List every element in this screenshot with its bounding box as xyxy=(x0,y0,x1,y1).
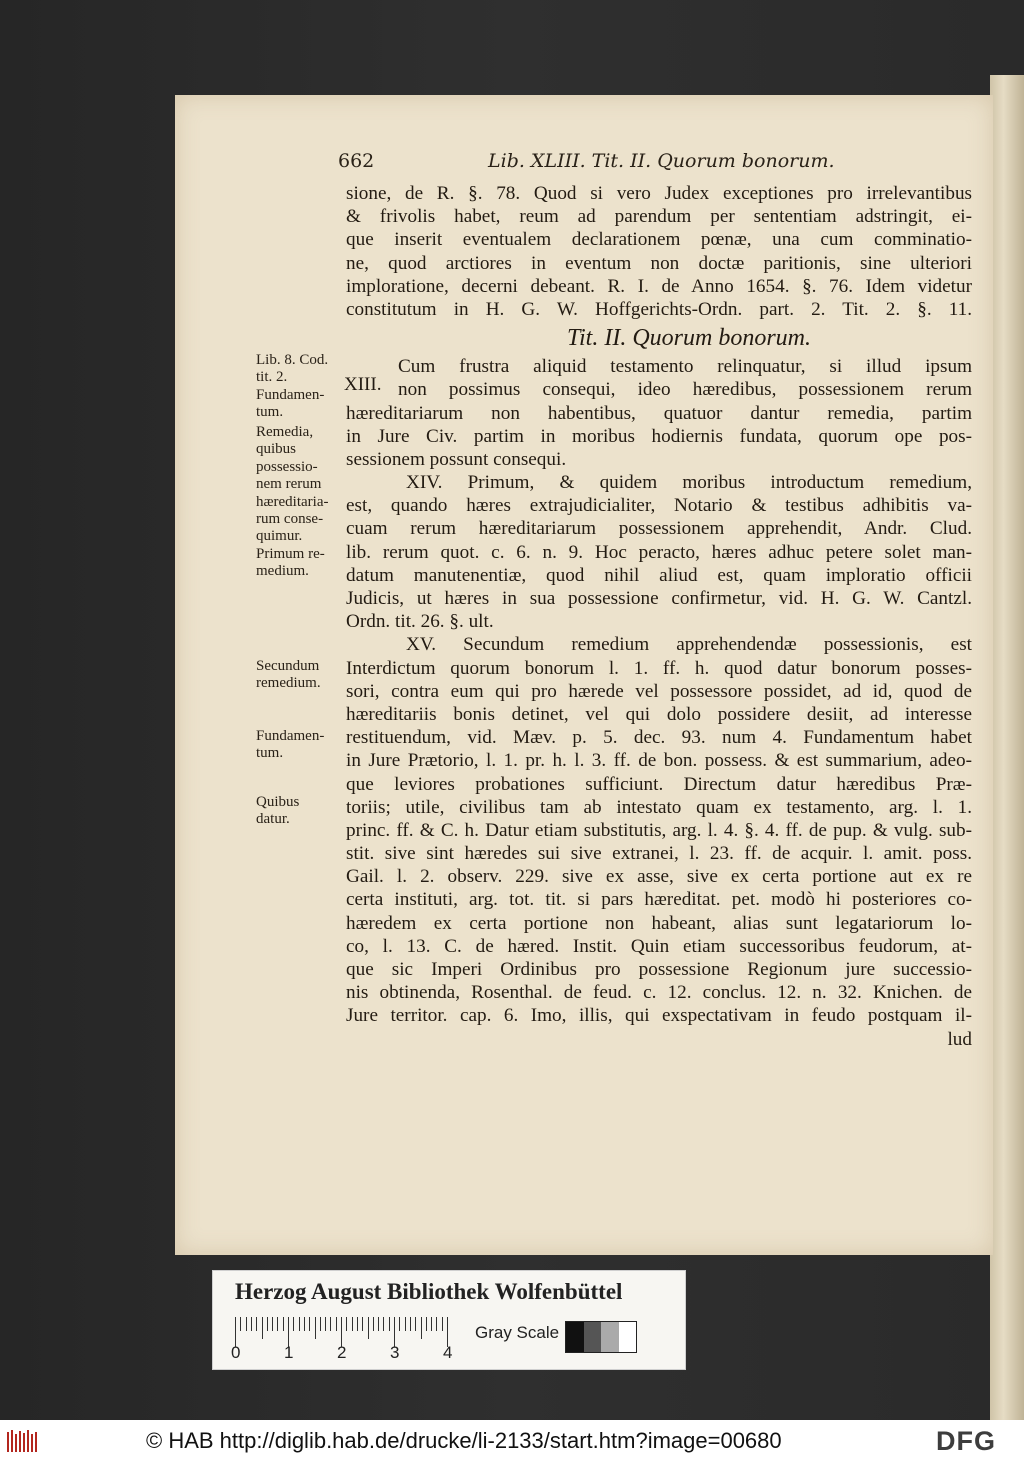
scale-tick xyxy=(267,1317,268,1331)
margin-line: medium. xyxy=(256,563,309,580)
margin-line: quibus xyxy=(256,441,297,458)
margin-note-fundamentum xyxy=(256,728,346,763)
scale-tick xyxy=(373,1317,374,1331)
scale-tick xyxy=(346,1317,347,1331)
scale-tick xyxy=(368,1317,369,1339)
scale-tick xyxy=(389,1317,390,1331)
text-line: sione, de R. §. 78. Quod si vero Judex exceptiones pro irrelevantibus xyxy=(346,183,972,204)
gray-scale-swatches xyxy=(565,1321,637,1353)
text-line: Interdictum quorum bonorum l. 1. ff. h. quod datur bonorum posses- xyxy=(346,657,972,679)
hab-logo-icon xyxy=(6,1428,40,1454)
scale-tick xyxy=(320,1317,321,1331)
text-line: que inserit eventualem declarationem pœnæ, una cum comminatio- xyxy=(346,229,972,251)
margin-line: Lib. 8. Cod. xyxy=(256,352,329,368)
text-line: imploratione, decerni debeant. R. I. de Anno 1654. §. 76. Idem videtur xyxy=(346,275,972,297)
text-line: XIV. Primum, & quidem moribus introductum remedium, xyxy=(406,472,972,494)
margin-line: Fundamen- xyxy=(256,728,325,744)
scale-tick xyxy=(352,1317,353,1331)
scale-tick xyxy=(378,1317,379,1331)
margin-line: hæreditaria- xyxy=(256,493,329,510)
dfg-logo: DFG xyxy=(936,1426,996,1456)
text-line: XV. Secundum remedium apprehendendæ possessionis, est xyxy=(406,634,972,656)
catchword: lud xyxy=(947,1028,972,1050)
text-line: Ordn. tit. 26. §. ult. xyxy=(346,611,494,633)
running-title: Lib. XLIII. Tit. II. Quorum bonorum. xyxy=(488,150,835,172)
text-line: co, l. 13. C. de hæred. Instit. Quin etiam successoribus feudorum, at- xyxy=(346,935,972,957)
scale-tick xyxy=(442,1317,443,1331)
text-line: constitutum in H. G. W. Hoffgerichts-Ordn. part. 2. Tit. 2. §. 11. xyxy=(346,298,972,320)
text-line: restituendum, vid. Mæv. p. 5. dec. 93. num 4. Fundamentum habet xyxy=(346,727,972,749)
scale-number: 2 xyxy=(337,1343,347,1362)
scale-tick xyxy=(421,1317,422,1339)
swatch-light-gray xyxy=(601,1322,619,1352)
page-number: 662 xyxy=(338,150,375,172)
scale-tick xyxy=(405,1317,406,1331)
text-line: sessionem possunt consequi. xyxy=(346,448,567,470)
scale-tick xyxy=(357,1317,358,1331)
text-line: Cum frustra aliquid testamento relinquatur, si illud ipsum xyxy=(398,356,972,378)
scale-tick xyxy=(272,1317,273,1331)
text-line: hæreditariarum non habentibus, quatuor dantur remedia, partim xyxy=(346,402,972,424)
text-line: sori, contra eum qui pro hærede vel possessore possidet, ad id, quod de xyxy=(346,680,972,702)
margin-line: possessio- xyxy=(256,458,318,475)
scale-tick xyxy=(362,1317,363,1331)
scale-tick xyxy=(304,1317,305,1331)
scale-tick xyxy=(315,1317,316,1339)
margin-line: Fundamen- xyxy=(256,386,325,403)
text-line: hæreditariis bonis detinet, vel qui dolo possidere desiit, ad interesse xyxy=(346,703,972,725)
margin-line: Quibus xyxy=(256,794,300,810)
section-heading: Tit. II. Quorum bonorum. xyxy=(566,325,812,352)
scale-number: 0 xyxy=(231,1343,241,1362)
margin-note-remedia xyxy=(256,424,346,581)
margin-line: nem rerum xyxy=(256,476,322,493)
scale-tick xyxy=(246,1317,247,1331)
text-line: Jure territor. cap. 6. Imo, illis, qui exspectativam in feudo postquam il- xyxy=(346,1005,972,1027)
scale-tick xyxy=(277,1317,278,1331)
margin-line: Primum re- xyxy=(256,545,325,562)
swatch-white xyxy=(619,1322,637,1352)
text-line: que sic Imperi Ordinibus pro possessione Regionum jure successio- xyxy=(346,959,972,980)
text-line: est, quando hæres extrajudicialiter, Notario & testibus adhibitis va- xyxy=(346,495,972,517)
scale-tick xyxy=(325,1317,326,1331)
swatch-black xyxy=(566,1322,584,1352)
section-marker-xiii: XIII. xyxy=(344,374,382,395)
scale-number: 1 xyxy=(284,1343,294,1362)
text-line: Judicis, ut hæres in sua possessione confirmetur, vid. H. G. W. Cantzl. xyxy=(346,588,972,609)
body-text xyxy=(346,182,972,1051)
text-line: ne, quod arctiores in eventum non doctæ paritionis, sine ulteriori xyxy=(346,252,972,274)
margin-note-quibus xyxy=(256,794,346,829)
scale-tick xyxy=(240,1317,241,1331)
scale-tick xyxy=(309,1317,310,1331)
scale-tick xyxy=(330,1317,331,1331)
facing-page-edge xyxy=(990,75,1024,1420)
scale-tick xyxy=(251,1317,252,1331)
scale-tick xyxy=(293,1317,294,1331)
margin-line: rum conse- xyxy=(256,511,324,528)
copyright-url[interactable]: © HAB http://diglib.hab.de/drucke/li-2133/start.htm?image=00680 xyxy=(146,1428,782,1453)
scale-tick xyxy=(336,1317,337,1331)
scale-tick xyxy=(415,1317,416,1331)
scale-numbers xyxy=(231,1343,471,1363)
text-line: in Jure Prætorio, l. 1. pr. h. l. 3. ff. de bon. possess. & est summarium, adeo- xyxy=(346,750,972,772)
text-line: que leviores probationes sufficiunt. Directum datur hæredibus Præ- xyxy=(346,773,972,795)
swatch-dark-gray xyxy=(584,1322,602,1352)
library-color-chart xyxy=(212,1270,686,1370)
text-line: datum manutenentiæ, quod nihil aliud est, quam imploratio officii xyxy=(346,564,972,586)
text-line: princ. ff. & C. h. Datur etiam substitutis, arg. l. 4. §. 4. ff. de pup. & vulg. sub- xyxy=(346,819,972,841)
scale-tick xyxy=(383,1317,384,1331)
scale-tick xyxy=(299,1317,300,1331)
text-line: nis obtinenda, Rosenthal. de feud. c. 12. conclus. 12. n. 32. Knichen. de xyxy=(346,982,972,1004)
scale-number: 4 xyxy=(443,1343,453,1362)
margin-line: tum. xyxy=(256,745,284,762)
scale-number: 3 xyxy=(390,1343,400,1362)
text-line: hæredem ex certa portione non habeant, alias sunt legatariorum lo- xyxy=(346,912,972,934)
margin-line: datur. xyxy=(256,811,290,828)
text-line: cuam rerum hæreditariarum possessionem apprehendit, Andr. Clud. xyxy=(346,518,972,540)
scale-tick xyxy=(283,1317,284,1331)
running-head xyxy=(338,150,978,180)
gray-scale-label: Gray Scale xyxy=(475,1323,560,1342)
footer-bar xyxy=(0,1420,1024,1461)
text-line: stit. sive sint hæredes sui sive extranei, l. 23. ff. de acquir. l. amit. poss. xyxy=(346,843,972,865)
scale-tick xyxy=(256,1317,257,1331)
text-line: lib. rerum quot. c. 6. n. 9. Hoc peracto, hæres adhuc petere solet man- xyxy=(346,541,972,563)
margin-line: tum. xyxy=(256,404,284,421)
text-line: toriis; utile, civilibus tam ab intestato quam ex testamento, arg. l. 1. xyxy=(346,796,972,818)
scale-tick xyxy=(410,1317,411,1331)
text-line: certa instituti, arg. tot. tit. si pars hæreditat. pet. modò hi posteriores co- xyxy=(346,889,972,911)
margin-line: Secundum xyxy=(256,658,320,674)
scale-tick xyxy=(262,1317,263,1339)
scale-tick xyxy=(431,1317,432,1331)
text-line: non possimus consequi, ideo hæredibus, possessionem rerum xyxy=(398,379,972,401)
scale-tick xyxy=(399,1317,400,1331)
margin-line: tit. 2. xyxy=(256,369,288,386)
margin-line: remedium. xyxy=(256,675,321,692)
library-name: Herzog August Bibliothek Wolfenbüttel xyxy=(235,1279,623,1304)
scale-tick xyxy=(426,1317,427,1331)
margin-note-secundum xyxy=(256,658,346,693)
text-line: Gail. l. 2. observ. 229. sive ex asse, sive ex certa portione aut ex re xyxy=(346,866,972,888)
margin-note-lib xyxy=(256,352,346,422)
text-line: in Jure Civ. partim in moribus hodiernis fundata, quorum ope pos- xyxy=(346,425,972,447)
text-line: & frivolis habet, reum ad parendum per sententiam adstringit, ei- xyxy=(346,206,972,228)
scale-tick xyxy=(436,1317,437,1331)
margin-line: Remedia, xyxy=(256,424,314,440)
margin-line: quimur. xyxy=(256,528,303,545)
